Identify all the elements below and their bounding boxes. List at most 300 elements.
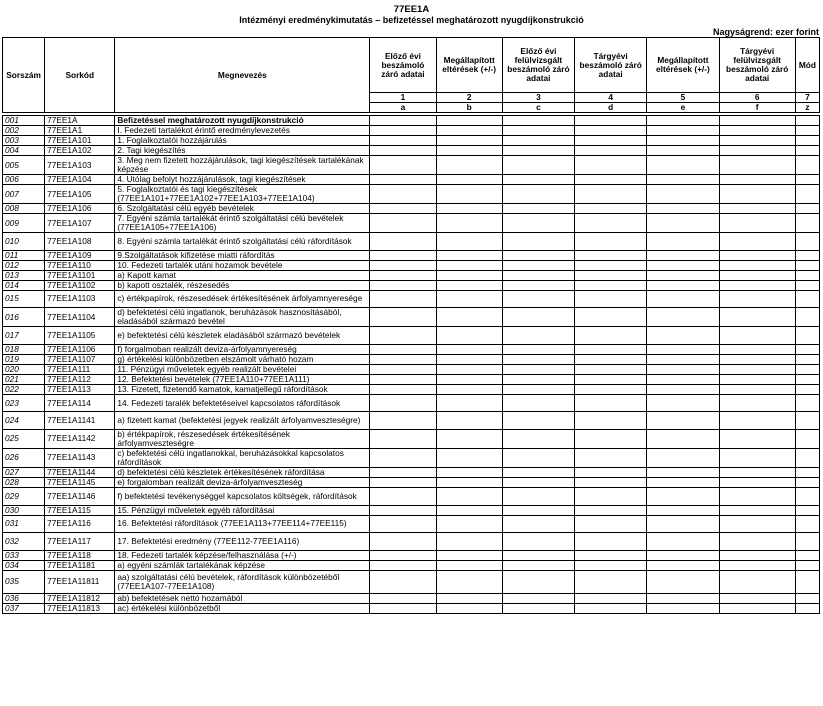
value-cell-col-7[interactable] [795, 308, 819, 327]
value-cell-col-2[interactable] [436, 593, 502, 603]
value-cell-col-6[interactable] [719, 533, 795, 551]
value-cell-col-5[interactable] [647, 116, 719, 126]
table-body [3, 113, 820, 614]
value-cell-col-3[interactable] [502, 364, 574, 374]
value-cell-col-1[interactable] [370, 146, 436, 156]
value-cell-col-7[interactable] [795, 477, 819, 487]
col-letter: e [647, 103, 719, 113]
value-cell-col-7[interactable] [795, 429, 819, 448]
value-cell-col-2[interactable] [436, 374, 502, 384]
value-cell-col-6[interactable] [719, 146, 795, 156]
value-cell-col-1[interactable] [370, 412, 436, 430]
value-cell-col-3[interactable] [502, 156, 574, 175]
value-cell-col-5[interactable] [647, 185, 719, 204]
value-cell-col-1[interactable] [370, 344, 436, 354]
value-cell-col-3[interactable] [502, 533, 574, 551]
value-cell-col-4[interactable] [575, 136, 647, 146]
value-cell-col-5[interactable] [647, 515, 719, 533]
col-number: 5 [647, 93, 719, 103]
value-cell-col-2[interactable] [436, 116, 502, 126]
value-cell-col-5[interactable] [647, 308, 719, 327]
value-cell-col-3[interactable] [502, 327, 574, 345]
table-row [3, 467, 820, 477]
row-sorkod: 77EE1A [45, 116, 115, 126]
value-cell-col-4[interactable] [575, 560, 647, 570]
value-cell-col-2[interactable] [436, 384, 502, 394]
value-cell-col-7[interactable] [795, 448, 819, 467]
row-megnevezes: b) értékpapírok, részesedések értékesítésének árfolyamveszteségre [115, 429, 370, 448]
value-cell-col-1[interactable] [370, 175, 436, 185]
value-cell-col-6[interactable] [719, 477, 795, 487]
value-cell-col-6[interactable] [719, 280, 795, 290]
value-cell-col-6[interactable] [719, 204, 795, 214]
value-cell-col-1[interactable] [370, 126, 436, 136]
value-cell-col-5[interactable] [647, 354, 719, 364]
value-cell-col-5[interactable] [647, 260, 719, 270]
value-cell-col-3[interactable] [502, 603, 574, 613]
row-sorszam: 006 [3, 175, 45, 185]
value-cell-col-4[interactable] [575, 126, 647, 136]
row-sorkod: 77EE1A1141 [45, 412, 115, 430]
value-cell-col-4[interactable] [575, 467, 647, 477]
value-cell-col-3[interactable] [502, 560, 574, 570]
value-cell-col-5[interactable] [647, 270, 719, 280]
value-cell-col-1[interactable] [370, 308, 436, 327]
value-cell-col-4[interactable] [575, 364, 647, 374]
value-cell-col-6[interactable] [719, 270, 795, 280]
value-cell-col-7[interactable] [795, 270, 819, 280]
value-cell-col-2[interactable] [436, 175, 502, 185]
value-cell-col-5[interactable] [647, 394, 719, 412]
value-cell-col-3[interactable] [502, 570, 574, 593]
value-cell-col-3[interactable] [502, 477, 574, 487]
value-cell-col-4[interactable] [575, 593, 647, 603]
value-cell-col-5[interactable] [647, 146, 719, 156]
row-sorkod: 77EE1A107 [45, 214, 115, 233]
value-cell-col-3[interactable] [502, 412, 574, 430]
value-cell-col-7[interactable] [795, 394, 819, 412]
table-row [3, 515, 820, 533]
value-cell-col-2[interactable] [436, 448, 502, 467]
value-cell-col-1[interactable] [370, 327, 436, 345]
value-cell-col-3[interactable] [502, 250, 574, 260]
row-sorkod: 77EE1A109 [45, 250, 115, 260]
value-cell-col-7[interactable] [795, 354, 819, 364]
value-cell-col-1[interactable] [370, 116, 436, 126]
value-cell-col-1[interactable] [370, 260, 436, 270]
table-row [3, 270, 820, 280]
value-cell-col-6[interactable] [719, 308, 795, 327]
value-cell-col-4[interactable] [575, 412, 647, 430]
value-cell-col-3[interactable] [502, 116, 574, 126]
value-cell-col-2[interactable] [436, 156, 502, 175]
value-cell-col-5[interactable] [647, 280, 719, 290]
value-cell-col-6[interactable] [719, 429, 795, 448]
value-cell-col-3[interactable] [502, 429, 574, 448]
value-cell-col-7[interactable] [795, 204, 819, 214]
value-cell-col-5[interactable] [647, 412, 719, 430]
value-cell-col-5[interactable] [647, 560, 719, 570]
value-cell-col-1[interactable] [370, 560, 436, 570]
value-cell-col-3[interactable] [502, 467, 574, 477]
value-cell-col-6[interactable] [719, 327, 795, 345]
value-cell-col-7[interactable] [795, 467, 819, 477]
value-cell-col-7[interactable] [795, 250, 819, 260]
value-cell-col-2[interactable] [436, 136, 502, 146]
value-cell-col-7[interactable] [795, 344, 819, 354]
value-cell-col-7[interactable] [795, 603, 819, 613]
value-cell-col-6[interactable] [719, 603, 795, 613]
value-cell-col-6[interactable] [719, 290, 795, 308]
value-cell-col-7[interactable] [795, 515, 819, 533]
value-cell-col-3[interactable] [502, 487, 574, 505]
row-sorkod: 77EE1A11812 [45, 593, 115, 603]
value-cell-col-6[interactable] [719, 505, 795, 515]
col-header-2: Megállapított eltérések (+/-) [436, 38, 502, 93]
value-cell-col-7[interactable] [795, 214, 819, 233]
value-cell-col-7[interactable] [795, 156, 819, 175]
value-cell-col-2[interactable] [436, 308, 502, 327]
value-cell-col-6[interactable] [719, 467, 795, 477]
row-sorkod: 77EE1A115 [45, 505, 115, 515]
value-cell-col-1[interactable] [370, 364, 436, 374]
row-megnevezes: e) befektetési célú készletek eladásából származó bevételek [115, 327, 370, 345]
value-cell-col-2[interactable] [436, 146, 502, 156]
value-cell-col-2[interactable] [436, 364, 502, 374]
value-cell-col-6[interactable] [719, 515, 795, 533]
value-cell-col-1[interactable] [370, 233, 436, 251]
value-cell-col-3[interactable] [502, 280, 574, 290]
value-cell-col-2[interactable] [436, 270, 502, 280]
value-cell-col-6[interactable] [719, 214, 795, 233]
value-cell-col-2[interactable] [436, 260, 502, 270]
value-cell-col-2[interactable] [436, 394, 502, 412]
value-cell-col-7[interactable] [795, 175, 819, 185]
value-cell-col-1[interactable] [370, 374, 436, 384]
value-cell-col-6[interactable] [719, 550, 795, 560]
value-cell-col-4[interactable] [575, 146, 647, 156]
value-cell-col-4[interactable] [575, 533, 647, 551]
value-cell-col-1[interactable] [370, 570, 436, 593]
value-cell-col-3[interactable] [502, 515, 574, 533]
value-cell-col-2[interactable] [436, 185, 502, 204]
value-cell-col-2[interactable] [436, 250, 502, 260]
value-cell-col-4[interactable] [575, 354, 647, 364]
value-cell-col-7[interactable] [795, 384, 819, 394]
value-cell-col-4[interactable] [575, 550, 647, 560]
value-cell-col-2[interactable] [436, 560, 502, 570]
value-cell-col-6[interactable] [719, 593, 795, 603]
value-cell-col-7[interactable] [795, 116, 819, 126]
value-cell-col-1[interactable] [370, 448, 436, 467]
value-cell-col-5[interactable] [647, 550, 719, 560]
value-cell-col-1[interactable] [370, 505, 436, 515]
value-cell-col-7[interactable] [795, 146, 819, 156]
value-cell-col-5[interactable] [647, 204, 719, 214]
value-cell-col-7[interactable] [795, 290, 819, 308]
value-cell-col-1[interactable] [370, 290, 436, 308]
value-cell-col-4[interactable] [575, 290, 647, 308]
value-cell-col-2[interactable] [436, 344, 502, 354]
value-cell-col-4[interactable] [575, 603, 647, 613]
table-row [3, 394, 820, 412]
value-cell-col-1[interactable] [370, 477, 436, 487]
value-cell-col-2[interactable] [436, 354, 502, 364]
value-cell-col-1[interactable] [370, 214, 436, 233]
value-cell-col-3[interactable] [502, 146, 574, 156]
value-cell-col-1[interactable] [370, 394, 436, 412]
value-cell-col-7[interactable] [795, 280, 819, 290]
value-cell-col-1[interactable] [370, 204, 436, 214]
value-cell-col-3[interactable] [502, 290, 574, 308]
value-cell-col-7[interactable] [795, 327, 819, 345]
value-cell-col-6[interactable] [719, 374, 795, 384]
value-cell-col-5[interactable] [647, 175, 719, 185]
value-cell-col-2[interactable] [436, 412, 502, 430]
value-cell-col-7[interactable] [795, 374, 819, 384]
value-cell-col-2[interactable] [436, 467, 502, 477]
value-cell-col-2[interactable] [436, 550, 502, 560]
row-sorszam: 002 [3, 126, 45, 136]
value-cell-col-3[interactable] [502, 394, 574, 412]
row-megnevezes: 7. Egyéni számla tartalékát érintő szolgáltatási célú bevételek (77EE1A105+77EE1A106) [115, 214, 370, 233]
value-cell-col-7[interactable] [795, 185, 819, 204]
value-cell-col-4[interactable] [575, 260, 647, 270]
value-cell-col-4[interactable] [575, 280, 647, 290]
value-cell-col-4[interactable] [575, 505, 647, 515]
value-cell-col-5[interactable] [647, 136, 719, 146]
value-cell-col-1[interactable] [370, 487, 436, 505]
value-cell-col-6[interactable] [719, 354, 795, 364]
value-cell-col-4[interactable] [575, 116, 647, 126]
value-cell-col-7[interactable] [795, 487, 819, 505]
value-cell-col-4[interactable] [575, 344, 647, 354]
value-cell-col-1[interactable] [370, 354, 436, 364]
value-cell-col-6[interactable] [719, 344, 795, 354]
value-cell-col-3[interactable] [502, 593, 574, 603]
value-cell-col-5[interactable] [647, 384, 719, 394]
value-cell-col-3[interactable] [502, 505, 574, 515]
row-sorszam: 011 [3, 250, 45, 260]
value-cell-col-6[interactable] [719, 364, 795, 374]
row-megnevezes: a) fizetett kamat (befektetési jegyek realizált árfolyamveszteségre) [115, 412, 370, 430]
row-sorkod: 77EE1A1146 [45, 487, 115, 505]
value-cell-col-1[interactable] [370, 429, 436, 448]
value-cell-col-2[interactable] [436, 603, 502, 613]
value-cell-col-3[interactable] [502, 204, 574, 214]
value-cell-col-7[interactable] [795, 570, 819, 593]
table-row [3, 156, 820, 175]
value-cell-col-7[interactable] [795, 364, 819, 374]
col-letter: d [575, 103, 647, 113]
value-cell-col-4[interactable] [575, 214, 647, 233]
value-cell-col-5[interactable] [647, 533, 719, 551]
value-cell-col-4[interactable] [575, 185, 647, 204]
row-sorkod: 77EE1A11811 [45, 570, 115, 593]
value-cell-col-6[interactable] [719, 126, 795, 136]
value-cell-col-3[interactable] [502, 126, 574, 136]
value-cell-col-3[interactable] [502, 374, 574, 384]
table-row [3, 374, 820, 384]
row-sorkod: 77EE1A108 [45, 233, 115, 251]
value-cell-col-7[interactable] [795, 505, 819, 515]
value-cell-col-7[interactable] [795, 412, 819, 430]
value-cell-col-3[interactable] [502, 384, 574, 394]
value-cell-col-7[interactable] [795, 533, 819, 551]
value-cell-col-6[interactable] [719, 185, 795, 204]
value-cell-col-5[interactable] [647, 214, 719, 233]
value-cell-col-6[interactable] [719, 448, 795, 467]
form-title [0, 4, 823, 26]
value-cell-col-1[interactable] [370, 593, 436, 603]
value-cell-col-7[interactable] [795, 560, 819, 570]
value-cell-col-2[interactable] [436, 533, 502, 551]
value-cell-col-6[interactable] [719, 116, 795, 126]
value-cell-col-1[interactable] [370, 515, 436, 533]
value-cell-col-6[interactable] [719, 570, 795, 593]
value-cell-col-3[interactable] [502, 308, 574, 327]
value-cell-col-4[interactable] [575, 156, 647, 175]
value-cell-col-3[interactable] [502, 185, 574, 204]
value-cell-col-4[interactable] [575, 204, 647, 214]
value-cell-col-5[interactable] [647, 505, 719, 515]
value-cell-col-5[interactable] [647, 374, 719, 384]
value-cell-col-4[interactable] [575, 487, 647, 505]
value-cell-col-6[interactable] [719, 487, 795, 505]
col-header-3: Előző évi felülvizsgált beszámoló záró adatai [502, 38, 574, 93]
value-cell-col-4[interactable] [575, 250, 647, 260]
value-cell-col-5[interactable] [647, 364, 719, 374]
value-cell-col-3[interactable] [502, 233, 574, 251]
value-cell-col-5[interactable] [647, 290, 719, 308]
value-cell-col-3[interactable] [502, 354, 574, 364]
value-cell-col-7[interactable] [795, 126, 819, 136]
value-cell-col-4[interactable] [575, 384, 647, 394]
value-cell-col-3[interactable] [502, 550, 574, 560]
value-cell-col-2[interactable] [436, 280, 502, 290]
value-cell-col-1[interactable] [370, 550, 436, 560]
row-megnevezes: 16. Befektetési ráfordítások (77EE1A113+77EE114+77EE115) [115, 515, 370, 533]
row-sorszam: 013 [3, 270, 45, 280]
col-number: 4 [575, 93, 647, 103]
value-cell-col-1[interactable] [370, 270, 436, 280]
value-cell-col-4[interactable] [575, 374, 647, 384]
value-cell-col-4[interactable] [575, 448, 647, 467]
value-cell-col-6[interactable] [719, 412, 795, 430]
value-cell-col-2[interactable] [436, 290, 502, 308]
value-cell-col-2[interactable] [436, 515, 502, 533]
row-megnevezes: d) befektetési célú ingatlanok, beruházások hasznosításából, eladásából származó bevétel [115, 308, 370, 327]
value-cell-col-4[interactable] [575, 327, 647, 345]
value-cell-col-7[interactable] [795, 136, 819, 146]
value-cell-col-2[interactable] [436, 233, 502, 251]
value-cell-col-3[interactable] [502, 270, 574, 280]
row-sorszam: 008 [3, 204, 45, 214]
value-cell-col-1[interactable] [370, 156, 436, 175]
value-cell-col-3[interactable] [502, 175, 574, 185]
value-cell-col-6[interactable] [719, 156, 795, 175]
value-cell-col-5[interactable] [647, 250, 719, 260]
row-sorkod: 77EE1A117 [45, 533, 115, 551]
value-cell-col-5[interactable] [647, 593, 719, 603]
value-cell-col-3[interactable] [502, 344, 574, 354]
value-cell-col-2[interactable] [436, 505, 502, 515]
value-cell-col-7[interactable] [795, 593, 819, 603]
value-cell-col-5[interactable] [647, 126, 719, 136]
value-cell-col-5[interactable] [647, 429, 719, 448]
value-cell-col-5[interactable] [647, 603, 719, 613]
value-cell-col-4[interactable] [575, 570, 647, 593]
value-cell-col-1[interactable] [370, 467, 436, 477]
value-cell-col-1[interactable] [370, 280, 436, 290]
row-megnevezes: 14. Fedezeti taralék befektetéseivel kapcsolatos ráfordítások [115, 394, 370, 412]
value-cell-col-2[interactable] [436, 429, 502, 448]
value-cell-col-2[interactable] [436, 477, 502, 487]
value-cell-col-2[interactable] [436, 204, 502, 214]
value-cell-col-4[interactable] [575, 308, 647, 327]
value-cell-col-6[interactable] [719, 384, 795, 394]
row-sorkod: 77EE1A1106 [45, 344, 115, 354]
value-cell-col-7[interactable] [795, 260, 819, 270]
value-cell-col-1[interactable] [370, 250, 436, 260]
table-row [3, 505, 820, 515]
value-cell-col-4[interactable] [575, 233, 647, 251]
value-cell-col-2[interactable] [436, 214, 502, 233]
table-row [3, 533, 820, 551]
value-cell-col-3[interactable] [502, 448, 574, 467]
value-cell-col-1[interactable] [370, 603, 436, 613]
value-cell-col-6[interactable] [719, 233, 795, 251]
value-cell-col-2[interactable] [436, 327, 502, 345]
value-cell-col-2[interactable] [436, 126, 502, 136]
value-cell-col-6[interactable] [719, 175, 795, 185]
value-cell-col-1[interactable] [370, 384, 436, 394]
value-cell-col-1[interactable] [370, 185, 436, 204]
value-cell-col-5[interactable] [647, 570, 719, 593]
value-cell-col-6[interactable] [719, 394, 795, 412]
value-cell-col-5[interactable] [647, 156, 719, 175]
value-cell-col-4[interactable] [575, 429, 647, 448]
value-cell-col-6[interactable] [719, 560, 795, 570]
value-cell-col-3[interactable] [502, 214, 574, 233]
value-cell-col-5[interactable] [647, 477, 719, 487]
value-cell-col-7[interactable] [795, 550, 819, 560]
value-cell-col-6[interactable] [719, 260, 795, 270]
row-sorszam: 026 [3, 448, 45, 467]
value-cell-col-4[interactable] [575, 477, 647, 487]
value-cell-col-4[interactable] [575, 175, 647, 185]
value-cell-col-5[interactable] [647, 327, 719, 345]
value-cell-col-5[interactable] [647, 467, 719, 477]
row-sorkod: 77EE1A1145 [45, 477, 115, 487]
value-cell-col-5[interactable] [647, 344, 719, 354]
value-cell-col-1[interactable] [370, 136, 436, 146]
value-cell-col-4[interactable] [575, 515, 647, 533]
value-cell-col-4[interactable] [575, 270, 647, 280]
value-cell-col-1[interactable] [370, 533, 436, 551]
value-cell-col-2[interactable] [436, 487, 502, 505]
value-cell-col-6[interactable] [719, 250, 795, 260]
value-cell-col-2[interactable] [436, 570, 502, 593]
value-cell-col-3[interactable] [502, 260, 574, 270]
value-cell-col-3[interactable] [502, 136, 574, 146]
value-cell-col-6[interactable] [719, 136, 795, 146]
value-cell-col-5[interactable] [647, 487, 719, 505]
value-cell-col-5[interactable] [647, 448, 719, 467]
value-cell-col-5[interactable] [647, 233, 719, 251]
value-cell-col-4[interactable] [575, 394, 647, 412]
value-cell-col-7[interactable] [795, 233, 819, 251]
